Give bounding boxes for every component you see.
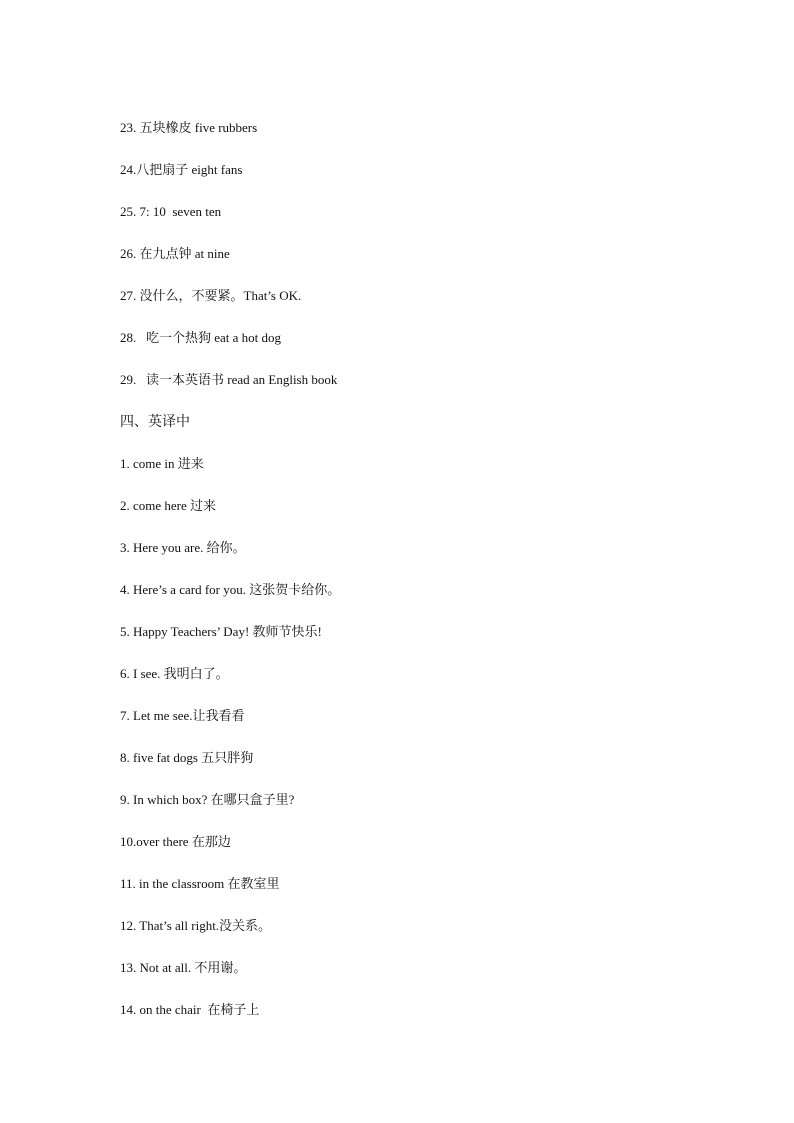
list-item: 10.over there 在那边 [120,834,231,849]
list-item: 5. Happy Teachers’ Day! 教师节快乐! [120,624,322,639]
section-heading: 四、英译中 [120,414,190,430]
vocabulary-list [120,118,340,1042]
list-item: 23. 五块橡皮 five rubbers [120,120,258,135]
list-item: 8. five fat dogs 五只胖狗 [120,750,254,765]
list-item: 24.八把扇子 eight fans [120,162,243,177]
list-item: 28. 吃一个热狗 eat a hot dog [120,330,282,345]
list-item: 7. Let me see.让我看看 [120,708,245,723]
list-item: 3. Here you are. 给你。 [120,540,246,555]
list-item: 11. in the classroom 在教室里 [120,876,280,891]
list-item: 13. Not at all. 不用谢。 [120,960,247,975]
list-item: 26. 在九点钟 at nine [120,246,230,261]
list-item: 12. That’s all right.没关系。 [120,918,272,933]
list-item: 25. 7: 10 seven ten [120,204,222,219]
list-item: 4. Here’s a card for you. 这张贺卡给你。 [120,582,341,597]
list-item: 9. In which box? 在哪只盒子里? [120,792,295,807]
list-item: 29. 读一本英语书 read an English book [120,372,338,387]
list-item: 14. on the chair 在椅子上 [120,1002,260,1017]
list-item: 6. I see. 我明白了。 [120,666,229,681]
list-item: 1. come in 进来 [120,456,204,471]
list-item: 27. 没什么，不要紧。That’s OK. [120,288,302,303]
list-item: 2. come here 过来 [120,498,217,513]
